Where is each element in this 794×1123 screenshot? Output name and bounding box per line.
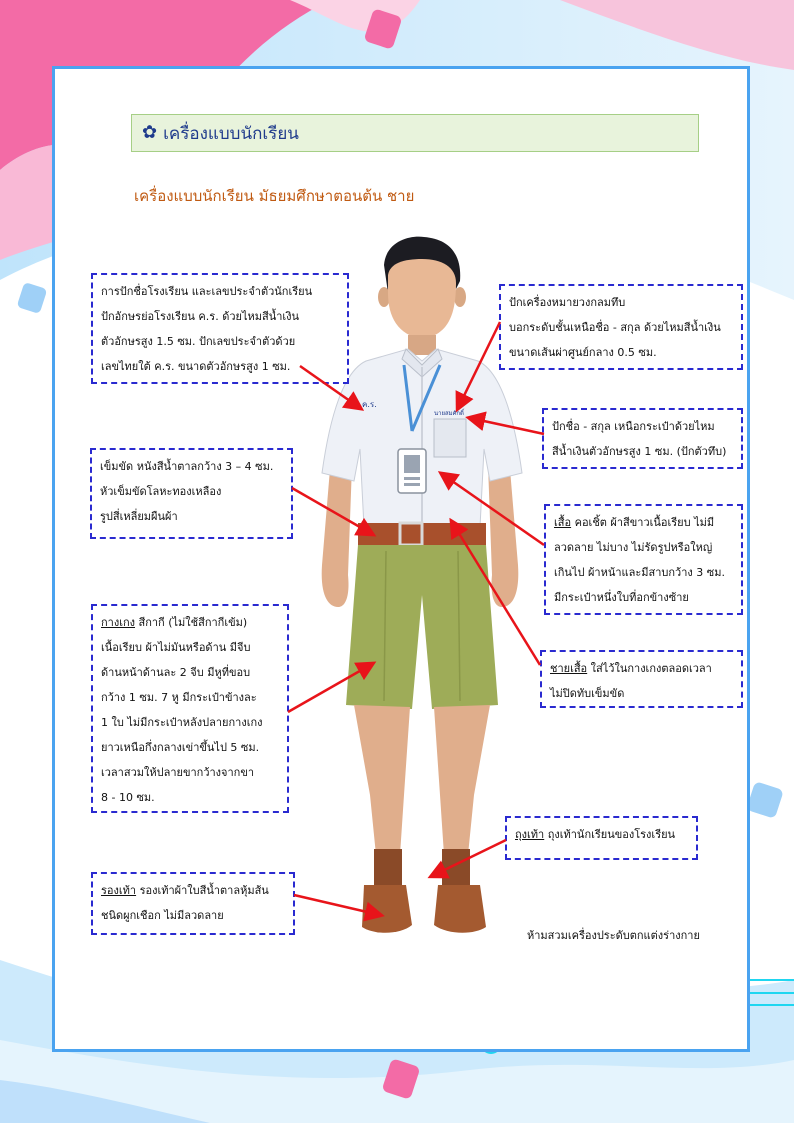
callout-line: ชนิดผูกเชือก ไม่มีลวดลาย [101, 909, 224, 922]
callout-emblem [499, 284, 743, 370]
callout-line: กว้าง 1 ซม. 7 หู มีกระเป๋าข้างละ [101, 691, 257, 704]
callout-line: บอกระดับชั้นเหนือชื่อ - สกุล ด้วยไหมสีน้ำเงิน [509, 321, 721, 334]
page-subtitle: เครื่องแบบนักเรียน มัธยมศึกษาตอนต้น ชาย [134, 187, 415, 205]
section-title: เครื่องแบบนักเรียน [163, 123, 299, 144]
callout-line: ปักอักษรย่อโรงเรียน ค.ร. ด้วยไหมสีน้ำเงิน [101, 310, 300, 323]
callout-line: ไม่ปิดทับเข็มขัด [550, 687, 625, 700]
section-header [131, 114, 699, 152]
callout-line [554, 510, 733, 535]
callout-line: การปักชื่อโรงเรียน และเลขประจำตัวนักเรียน [101, 285, 313, 298]
flower-icon: ✿ [142, 122, 158, 143]
callout-line: รูปสี่เหลี่ยมผืนผ้า [100, 510, 178, 523]
callout-line [101, 878, 285, 903]
callout-line: ตัวอักษรสูง 1.5 ซม. ปักเลขประจำตัวด้วย [101, 335, 296, 348]
callout-line: เกินไป ผ้าหน้าและมีสาบกว้าง 3 ซม. [554, 566, 725, 579]
callout-text: รองเท้าผ้าใบสีน้ำตาลหุ้มส้น [136, 884, 269, 897]
callout-label: เสื้อ [554, 516, 572, 529]
callout-line: เวลาสวมให้ปลายขากว้างจากขา [101, 766, 255, 779]
callout-line: ด้านหน้าด้านละ 2 จีบ มีหูที่ขอบ [101, 666, 251, 679]
callout-line: มีกระเป๋าหนึ่งใบที่อกข้างซ้าย [554, 591, 689, 604]
callout-socks [505, 816, 698, 860]
name-tag-text: นายสมศักดิ์ [434, 410, 464, 417]
callout-line [515, 822, 688, 847]
callout-text: ใส่ไว้ในกางเกงตลอดเวลา [587, 662, 712, 675]
callout-line: หัวเข็มขัดโลหะทองเหลือง [100, 485, 222, 498]
footer-note: ห้ามสวมเครื่องประดับตกแต่งร่างกาย [527, 929, 700, 942]
callout-trousers [91, 604, 289, 813]
callout-line: ปักเครื่องหมายวงกลมทึบ [509, 296, 626, 309]
callout-line: 1 ใบ ไม่มีกระเป๋าหลังปลายกางเกง [101, 716, 263, 729]
callout-name [542, 408, 743, 469]
callout-text: ถุงเท้านักเรียนของโรงเรียน [544, 828, 676, 841]
callout-text: คอเชิ้ต ผ้าสีขาวเนื้อเรียบ ไม่มี [571, 516, 715, 529]
callout-shoes [91, 872, 295, 935]
callout-shirt [544, 504, 743, 615]
callout-shirt-hem [540, 650, 743, 708]
shirt-tag-text: ค.ร. [362, 400, 377, 409]
callout-line [101, 610, 279, 635]
callout-line: ขนาดเส้นผ่าศูนย์กลาง 0.5 ซม. [509, 346, 657, 359]
callout-line: เนื้อเรียบ ผ้าไม่มันหรือด้าน มีจีบ [101, 641, 251, 654]
callout-line: เลขไทยใต้ ค.ร. ขนาดตัวอักษรสูง 1 ซม. [101, 360, 291, 373]
callout-label: รองเท้า [101, 884, 137, 897]
callout-label: ชายเสื้อ [550, 662, 588, 675]
callout-line: สีน้ำเงินตัวอักษรสูง 1 ซม. (ปักตัวทึบ) [552, 445, 727, 458]
callout-line: ลวดลาย ไม่บาง ไม่รัดรูปหรือใหญ่ [554, 541, 713, 554]
callout-line [550, 656, 733, 681]
callout-line: เข็มขัด หนังสีน้ำตาลกว้าง 3 – 4 ซม. [100, 460, 274, 473]
callout-line: ยาวเหนือกึ่งกลางเข่าขึ้นไป 5 ซม. [101, 741, 260, 754]
callout-belt [90, 448, 293, 539]
callout-line: ปักชื่อ - สกุล เหนือกระเป๋าด้วยไหม [552, 420, 715, 433]
callout-label: ถุงเท้า [515, 828, 545, 841]
callout-line: 8 - 10 ซม. [101, 791, 155, 804]
callout-school-name [91, 273, 349, 384]
callout-label: กางเกง [101, 616, 135, 629]
callout-text: สีกากี (ไม่ใช้สีกากีเข้ม) [135, 616, 248, 629]
